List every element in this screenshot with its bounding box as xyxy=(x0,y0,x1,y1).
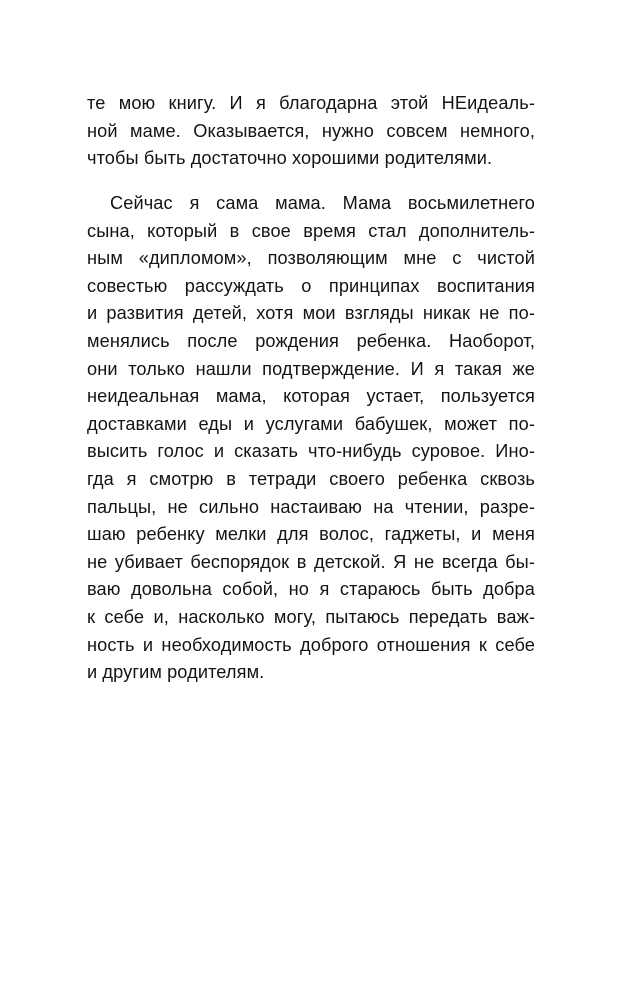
text-line: ность и необходимость доброго отношения к себе xyxy=(87,634,535,655)
text-line: неидеальная мама, которая устает, пользуется xyxy=(87,386,535,407)
text-line: к себе и, насколько могу, пытаюсь передать важ- xyxy=(87,606,535,627)
text-line: ваю довольна собой, но я стараюсь быть добра xyxy=(87,579,535,600)
text-line: те мою книгу. И я благодарна этой НЕидеаль- xyxy=(87,93,535,113)
text-line: и развития детей, хотя мои взгляды никак не по- xyxy=(87,303,535,324)
text-line: доставками еды и услугами бабушек, может по- xyxy=(87,413,535,434)
text-line: совестью рассуждать о принципах воспитания xyxy=(87,275,535,296)
text-line: не убивает беспорядок в детской. Я не всегда бы- xyxy=(87,551,535,572)
text-line: сына, который в свое время стал дополнитель- xyxy=(87,220,535,241)
text-line: менялись после рождения ребенка. Наоборот, xyxy=(87,330,535,351)
paragraph-continued xyxy=(87,90,535,173)
text-line: ной маме. Оказывается, нужно совсем немного, xyxy=(87,120,535,141)
text-line: ным «дипломом», позволяющим мне с чистой xyxy=(87,248,535,269)
text-line: пальцы, не сильно настаиваю на чтении, разре- xyxy=(87,496,535,517)
paragraph-main xyxy=(87,190,535,687)
text-line: они только нашли подтверждение. И я такая же xyxy=(87,358,535,379)
text-line: чтобы быть достаточно хорошими родителями. xyxy=(87,148,493,169)
text-line: Сейчас я сама мама. Мама восьмилетнего xyxy=(110,193,535,213)
text-line: высить голос и сказать что-нибудь суровое. Ино- xyxy=(87,441,535,462)
text-line: и другим родителям. xyxy=(87,662,265,683)
text-line: шаю ребенку мелки для волос, гаджеты, и меня xyxy=(87,524,535,545)
text-line: гда я смотрю в тетради своего ребенка сквозь xyxy=(87,468,535,489)
